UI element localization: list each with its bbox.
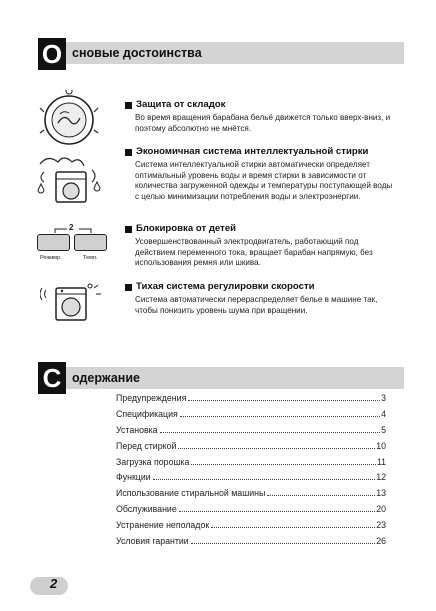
toc-label: Спецификация xyxy=(116,408,178,419)
toc-page: 26 xyxy=(376,536,386,547)
toc-label: Перед стиркой xyxy=(116,440,177,451)
toc-page: 23 xyxy=(376,520,386,531)
bullet-square-icon xyxy=(125,284,132,291)
toc-entry[interactable] xyxy=(116,536,386,552)
advantages-initial-letter: О xyxy=(38,38,66,70)
child-lock-illustration xyxy=(37,225,109,267)
toc-leader-dots xyxy=(267,495,375,496)
feature-title: Тихая система регулировки скорости xyxy=(136,281,315,292)
toc-page: 10 xyxy=(376,440,386,451)
feature-text: Усовершенствованный электродвигатель, работающий под действием переменного тока, вращает барабан напрямую, без использования ремня или шкива. xyxy=(135,237,373,268)
toc-label: Загрузка порошка xyxy=(116,456,190,467)
toc-leader-dots xyxy=(180,416,380,417)
toc-page: 12 xyxy=(376,472,386,483)
toc-leader-dots xyxy=(191,543,375,544)
feature-child-lock xyxy=(125,223,397,269)
toc-page: 13 xyxy=(376,488,386,499)
toc-entry[interactable] xyxy=(116,409,386,425)
toc-label: Условия гарантии xyxy=(116,536,189,547)
feature-wrinkle-protection xyxy=(125,99,397,134)
feature-title: Блокировка от детей xyxy=(136,223,237,234)
child-lock-right-label: Темп. xyxy=(83,255,98,261)
child-lock-left-label: Режимр. xyxy=(40,255,62,261)
bullet-square-icon xyxy=(125,226,132,233)
toc-entry[interactable] xyxy=(116,488,386,504)
toc-entry[interactable] xyxy=(116,520,386,536)
toc-entry[interactable] xyxy=(116,425,386,441)
child-lock-badge: 2 xyxy=(69,223,74,232)
toc-page: 20 xyxy=(376,504,386,515)
toc-label: Использование стиральной машины xyxy=(116,488,266,499)
toc-leader-dots xyxy=(178,448,375,449)
toc-entry[interactable] xyxy=(116,441,386,457)
feature-text: Система интеллектуальной стирки автоматически определяет оптимальный уровень воды и время стирки в зависимости от количества загруженной одежды и температуры поступающей воды с целью минимизации потребления воды и электроэнергии. xyxy=(135,160,393,201)
feature-title: Экономичная система интеллектуальной стирки xyxy=(136,146,369,157)
intelligent-wash-illustration xyxy=(32,150,104,208)
page-number: 2 xyxy=(50,576,58,591)
toc-entry[interactable] xyxy=(116,504,386,520)
feature-quiet-speed xyxy=(125,281,397,316)
advantages-title: сновые достоинства xyxy=(72,46,202,60)
toc-leader-dots xyxy=(153,479,376,480)
quiet-speed-illustration xyxy=(40,282,102,324)
bullet-square-icon xyxy=(125,102,132,109)
toc-label: Устранение неполадок xyxy=(116,520,210,531)
feature-title: Защита от складок xyxy=(136,99,226,110)
child-lock-right-button xyxy=(74,234,107,251)
toc-page: 4 xyxy=(381,408,386,419)
feature-text: Система автоматически перераспределяет белье в машине так, чтобы понизить уровень шума при вращении. xyxy=(135,295,378,315)
toc-label: Установка xyxy=(116,424,158,435)
toc-leader-dots xyxy=(191,464,375,465)
toc-leader-dots xyxy=(179,511,375,512)
contents-initial-letter: С xyxy=(38,362,66,394)
bullet-square-icon xyxy=(125,149,132,156)
page-number-badge xyxy=(30,577,68,595)
toc-label: Предупреждения xyxy=(116,393,187,403)
table-of-contents xyxy=(116,393,386,552)
toc-entry[interactable] xyxy=(116,393,386,409)
toc-entry[interactable] xyxy=(116,457,386,473)
toc-label: Обслуживание xyxy=(116,504,177,515)
toc-label: Функции xyxy=(116,472,151,483)
toc-leader-dots xyxy=(211,527,375,528)
toc-page: 3 xyxy=(381,393,386,403)
toc-leader-dots xyxy=(188,400,380,401)
feature-text: Во время вращения барабана бельё движется только вверх-вниз, и поэтому абсолютно не мнётся. xyxy=(135,113,391,133)
toc-leader-dots xyxy=(160,432,381,433)
toc-page: 11 xyxy=(376,456,386,467)
child-lock-left-button xyxy=(37,234,70,251)
drum-anticrease-illustration xyxy=(38,90,100,150)
feature-intelligent-wash xyxy=(125,146,397,202)
contents-title: одержание xyxy=(72,371,140,385)
toc-entry[interactable] xyxy=(116,472,386,488)
toc-page: 5 xyxy=(381,424,386,435)
